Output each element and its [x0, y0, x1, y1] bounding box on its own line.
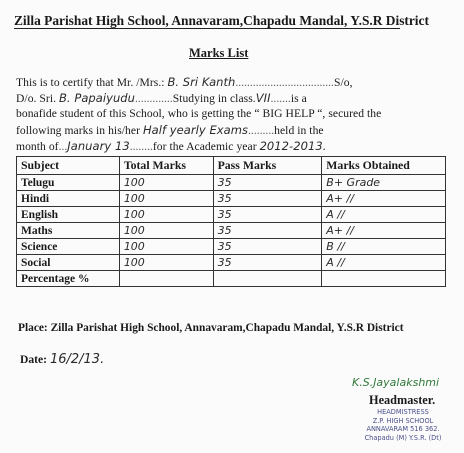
subject-cell: Telugu: [17, 175, 120, 191]
headmaster-signature: K.S.Jayalakshmi: [352, 376, 440, 389]
header-total-marks: Total Marks: [119, 157, 213, 175]
total-marks-cell: 100: [119, 207, 213, 223]
certificate-line-2: D/o. Sri. B. Papaiyudu.............Studying in class.VII.......is a: [16, 91, 307, 105]
certificate-line-1: This is to certify that Mr. /Mrs.: B. Sri Kanth..................................S/o,: [16, 75, 353, 89]
pass-marks-cell: 35: [213, 175, 322, 191]
marks-obtained-cell: A+ //: [322, 223, 446, 239]
place-line: Place: Zilla Parishat High School, Annavaram,Chapadu Mandal, Y.S.R District: [18, 322, 404, 334]
document-title: Marks List: [189, 46, 249, 60]
title-underline: [14, 28, 400, 29]
table-row: [17, 175, 446, 191]
father-name: B. Papaiyudu: [58, 91, 135, 105]
is-a-text: is a: [290, 92, 307, 105]
subject-cell: Hindi: [17, 191, 120, 207]
stamp-line: Chapadu (M) Y.S.R. (Dt): [364, 433, 442, 442]
date-value: 16/2/13.: [49, 352, 105, 367]
exam-month: January 13: [67, 139, 130, 153]
date-label: Date:: [20, 353, 48, 366]
relation-text: S/o,: [333, 76, 353, 89]
marks-obtained-cell: B+ Grade: [322, 175, 446, 191]
pass-marks-cell: 35: [213, 239, 322, 255]
marks-obtained-cell: A //: [322, 207, 446, 223]
academic-year-label: for the Academic year: [152, 140, 257, 153]
pass-marks-cell: 35: [213, 207, 322, 223]
academic-year: 2012-2013.: [259, 139, 327, 153]
table-header-row: [17, 157, 446, 175]
header-subject: Subject: [17, 157, 120, 175]
pass-marks-cell: 35: [213, 223, 322, 239]
marks-obtained-cell: B //: [322, 239, 446, 255]
subject-cell: English: [17, 207, 120, 223]
certify-text: This is to certify that Mr. /Mrs.:: [16, 76, 165, 89]
school-title: Zilla Parishat High School, Annavaram,Chapadu Mandal, Y.S.R District: [14, 13, 429, 28]
certificate-line-3: bonafide student of this School, who is getting the “ BIG HELP “, secured the: [16, 107, 382, 120]
subject-cell: Social: [17, 255, 120, 271]
table-row: [17, 239, 446, 255]
total-marks-cell: 100: [119, 175, 213, 191]
percentage-pass-cell: [213, 271, 322, 287]
studying-text: Studying in class.: [172, 92, 256, 105]
table-row: [17, 255, 446, 271]
marks-table: [16, 156, 446, 287]
subject-cell: Science: [17, 239, 120, 255]
table-row: [17, 207, 446, 223]
total-marks-cell: 100: [119, 223, 213, 239]
marks-obtained-cell: A //: [322, 255, 446, 271]
total-marks-cell: 100: [119, 191, 213, 207]
exam-name: Half yearly Exams: [142, 123, 249, 137]
class-value: VII: [255, 91, 271, 105]
percentage-obtained-cell: [322, 271, 446, 287]
held-text: held in the: [274, 124, 324, 137]
date-line: [20, 352, 104, 367]
header-pass-marks: Pass Marks: [213, 157, 322, 175]
month-label: month of: [16, 140, 59, 153]
percentage-label: Percentage %: [17, 271, 120, 287]
school-stamp: [355, 408, 451, 442]
marks-obtained-cell: A+ //: [322, 191, 446, 207]
percentage-total-cell: [119, 271, 213, 287]
pass-marks-cell: 35: [213, 255, 322, 271]
percentage-row: [17, 271, 446, 287]
stamp-line: Z.P. HIGH SCHOOL: [372, 416, 434, 425]
father-prefix: D/o. Sri.: [16, 92, 57, 105]
total-marks-cell: 100: [119, 239, 213, 255]
stamp-line: HEADMISTRESS: [377, 408, 429, 416]
table-row: [17, 191, 446, 207]
stamp-line: ANNAVARAM 516 362.: [366, 425, 440, 434]
student-name: B. Sri Kanth: [167, 75, 236, 89]
certificate-line-5: month of...January 13........for the Academic year 2012-2013.: [16, 139, 327, 153]
header-marks-obtained: Marks Obtained: [322, 157, 446, 175]
headmaster-label: Headmaster.: [369, 393, 436, 407]
total-marks-cell: 100: [119, 255, 213, 271]
following-text: following marks in his/her: [16, 124, 140, 137]
certificate-line-4: following marks in his/her Half yearly Exams.........held in the: [16, 123, 324, 137]
subject-cell: Maths: [17, 223, 120, 239]
pass-marks-cell: 35: [213, 191, 322, 207]
table-row: [17, 223, 446, 239]
